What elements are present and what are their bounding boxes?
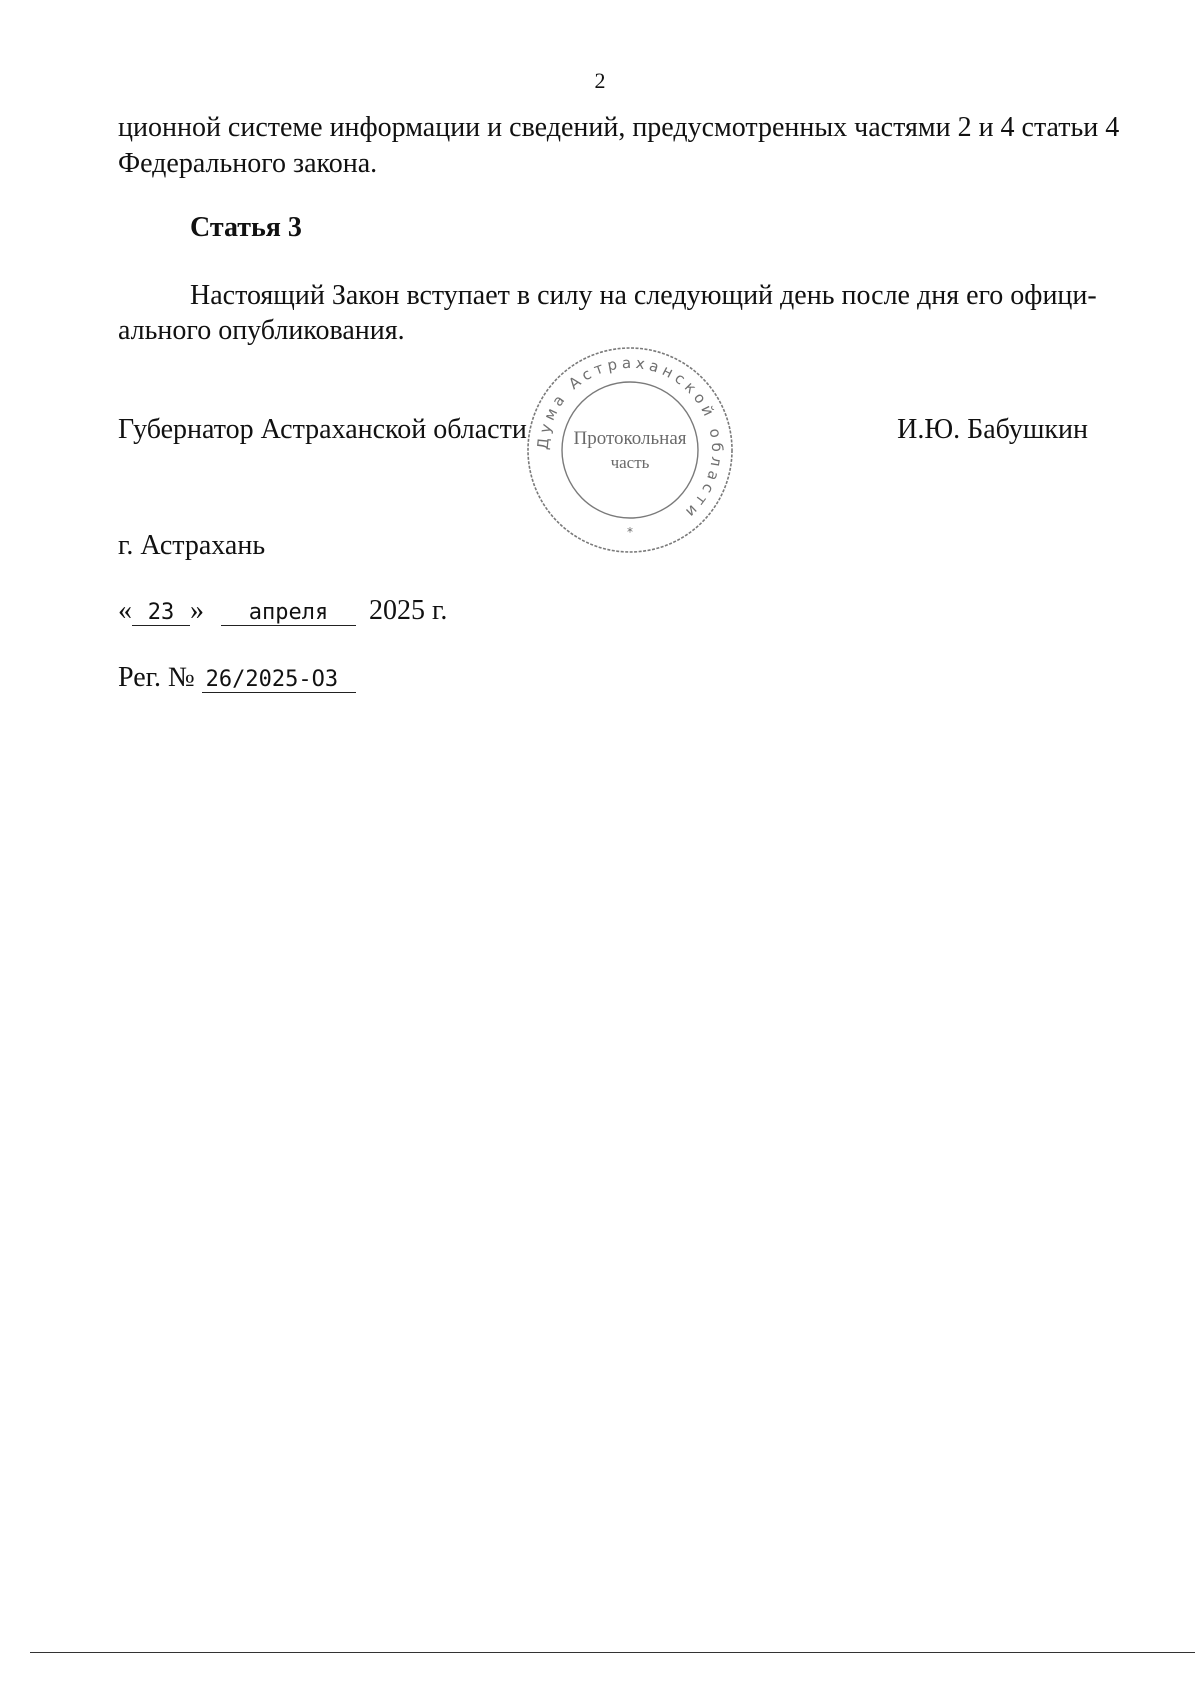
registration-label: Рег. № <box>118 662 195 693</box>
article-line-1: Настоящий Закон вступает в силу на следующий день после дня его офици- <box>190 280 1097 311</box>
stamp-ring-textpath: Дума Астраханской области <box>533 353 727 524</box>
stamp-outer-circle <box>528 348 732 552</box>
stamp-star: * <box>627 525 633 539</box>
continuation-line-2: Федерального закона. <box>118 148 378 179</box>
date-day: 23 <box>132 600 190 626</box>
official-stamp <box>524 344 736 556</box>
date-year: 2025 г. <box>369 595 448 626</box>
registration-row <box>118 662 356 694</box>
bottom-rule <box>30 1652 1195 1653</box>
continuation-line-1: ционной системе информации и сведений, предусмотренных частями 2 и 4 статьи 4 <box>118 112 1120 143</box>
signature-title: Губернатор Астраханской области <box>118 414 527 445</box>
date-month: апреля <box>221 600 356 626</box>
article-line-2: ального опубликования. <box>118 315 405 346</box>
article-heading: Статья 3 <box>190 212 302 243</box>
date-row <box>118 595 447 627</box>
date-open-quote: « <box>118 595 132 626</box>
registration-number: 26/2025-ОЗ <box>202 667 356 693</box>
stamp-inner-circle <box>562 382 698 518</box>
signature-name: И.Ю. Бабушкин <box>897 414 1088 445</box>
stamp-center-line-1: Протокольная <box>573 428 687 449</box>
page-number: 2 <box>594 68 606 93</box>
date-close-quote: » <box>190 595 204 626</box>
place-of-signing: г. Астрахань <box>118 530 266 561</box>
stamp-center-line-2: часть <box>610 453 650 472</box>
